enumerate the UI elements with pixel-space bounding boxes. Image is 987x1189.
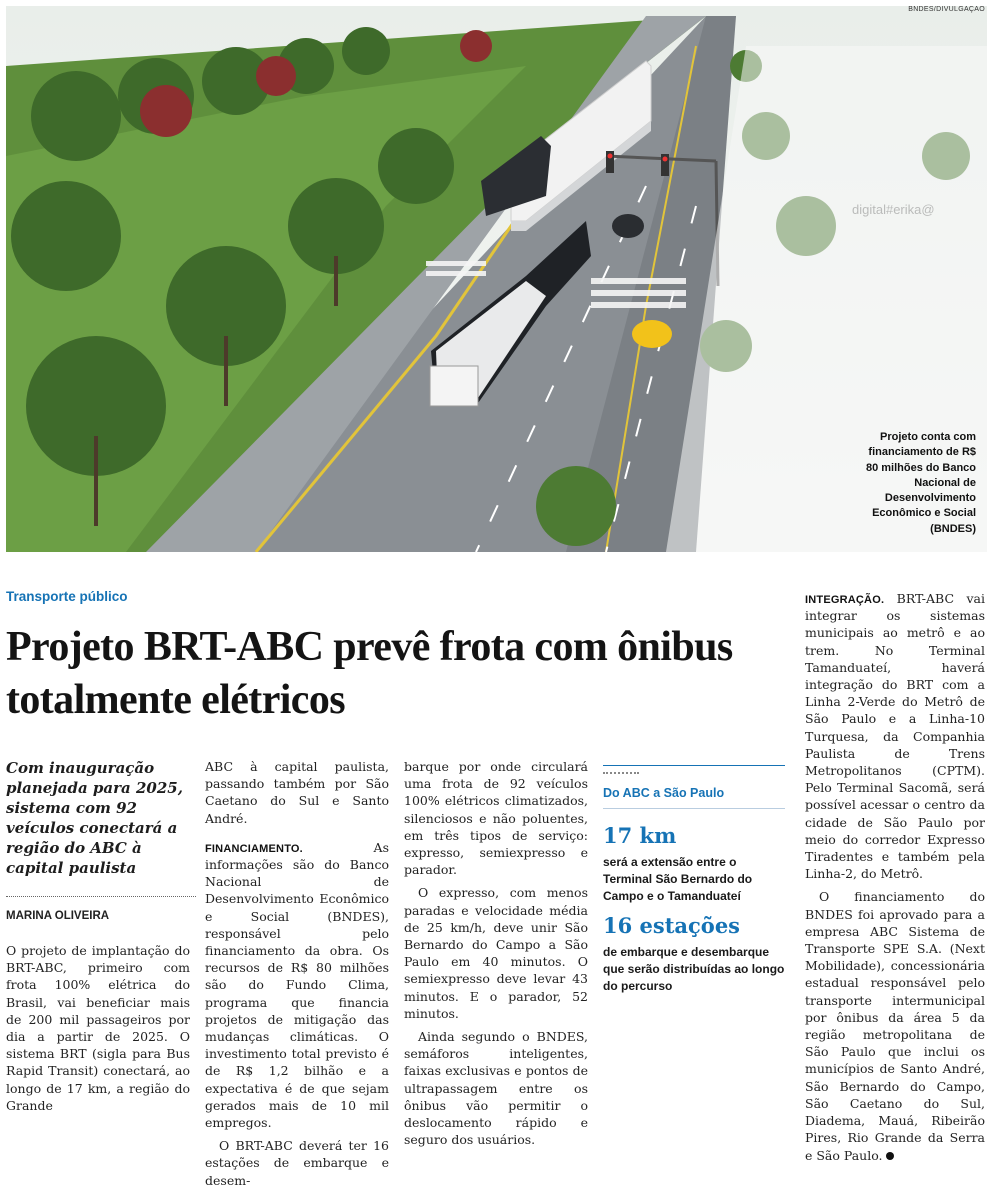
watermark: digital#erika@ (852, 202, 935, 217)
paragraph-final (805, 888, 985, 1163)
article-column-2 (205, 758, 389, 1189)
factbox-top-rule (603, 765, 785, 766)
factbox (603, 765, 785, 1078)
factbox-dots (603, 772, 639, 774)
section-label: INTEGRAÇÃO. (805, 594, 885, 606)
article-column-1 (6, 942, 190, 1114)
paragraph-financiamento (205, 839, 389, 1131)
factbox-stat-stations-text: de embarque e desembarque que serão distribuídas ao longo do percurso (603, 945, 785, 993)
paragraph: O projeto de implantação do BRT-ABC, primeiro com frota 100% elétrica do Brasil, vai beneficiar mais de 200 mil passageiros por dia a partir de 2025. O sistema BRT (sigla para Bus Rapid Transit) conectará, ao longo de 17 km, a região do Grande (6, 943, 190, 1113)
factbox-divider (603, 808, 785, 809)
article-photo (6, 6, 987, 552)
end-of-article-icon (886, 1152, 894, 1160)
paragraph-integracao (805, 590, 985, 882)
factbox-stat-distance-text: será a extensão entre o Terminal São Bernardo do Campo e o Tamanduateí (603, 855, 753, 903)
headline: Projeto BRT-ABC prevê frota com ônibus totalmente elétricos (6, 624, 733, 723)
paragraph-text: As informações são do Banco Nacional de Desenvolvimento Econômico e Social (BNDES), responsável pelo financiamento da obra. Os recursos de R$ 80 milhões são do Fundo Clima, programa que financia projetos de mitigação das mudanças climáticas. O investimento total previsto é de R$ 1,2 bilhão e a expectativa é de que sejam gerados mais de 10 mil empregos. (205, 839, 389, 1131)
lead-paragraph: Com inauguração planejada para 2025, sistema com 92 veículos conectará a região do ABC à capital paulista (6, 759, 183, 877)
photo-credit: BNDES/DIVULGAÇÃO (908, 6, 985, 13)
paragraph: barque por onde circulará uma frota de 92 veículos 100% elétricos climatizados, silenciosos e não poluentes, em três tipos de serviço: expresso, semiexpresso e parador. (404, 759, 588, 878)
byline: MARINA OLIVEIRA (6, 910, 110, 922)
article-column-3 (404, 758, 588, 1148)
factbox-title: Do ABC a São Paulo (603, 786, 725, 800)
factbox-stat-distance: 17 km (603, 823, 677, 848)
section-kicker: Transporte público (6, 589, 128, 604)
paragraph: Ainda segundo o BNDES, semáforos inteligentes, faixas exclusivas e pontos de ultrapassagem entre os ônibus vão permitir o deslocamento rápido e seguro dos usuários. (404, 1029, 588, 1148)
paragraph: O BRT-ABC deverá ter 16 estações de embarque e desem- (205, 1138, 389, 1188)
paragraph-text: BRT-ABC vai integrar os sistemas municipais ao metrô e ao trem. No Terminal Tamanduateí, haverá integração do BRT com a Linha 2-Verde do Metrô de São Paulo e a Linha-10 Turquesa, da Companhia Paulista de Trens Metropolitanos (CPTM). Pelo Terminal Sacomã, será possível acessar o centro da cidade de São Paulo por meio do corredor Expresso Tiradentes e também pela Linha-2, do Metrô. (805, 591, 985, 882)
paragraph: ABC à capital paulista, passando também por São Caetano do Sul e Santo André. (205, 759, 389, 826)
paragraph: O expresso, com menos paradas e velocidade média de 25 km/h, deve unir São Bernardo do Campo a São Paulo em 40 minutos. O semiexpresso deve levar 43 minutos. E o parador, 52 minutos. (404, 885, 588, 1021)
factbox-stat-stations: 16 estações (603, 913, 741, 938)
article-column-4 (805, 590, 985, 1164)
photo-caption: Projeto conta com financiamento de R$ 80 milhões do Banco Nacional de Desenvolvimento Econômico e Social (BNDES) (865, 431, 976, 535)
section-label: FINANCIAMENTO. (205, 842, 303, 855)
paragraph-text: O financiamento do BNDES foi aprovado para a empresa ABC Sistema de Transporte SPE S.A. (Next Mobilidade), concessionária estadual responsável pelo transporte intermunicipal por ônibus da área 5 da região metropolitana de São Paulo que inclui os municípios de Santo André, São Bernardo do Campo, São Caetano do Sul, Diadema, Mauá, Ribeirão Pires, Rio Grande da Serra e São Paulo. (805, 889, 985, 1163)
brt-rendering-image (6, 6, 987, 552)
byline-divider (6, 896, 196, 897)
